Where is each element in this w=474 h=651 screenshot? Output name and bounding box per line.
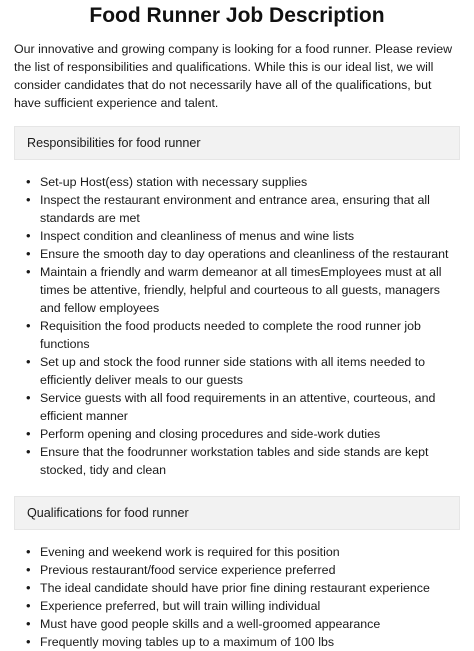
list-item (26, 317, 460, 353)
bullet-icon: • (26, 390, 31, 405)
list-item-text: Service guests with all food requirements in an attentive, courteous, and efficient manner (40, 391, 436, 423)
list-item-text: The ideal candidate should have prior fine dining restaurant experience (40, 581, 430, 595)
list-item (26, 579, 460, 597)
list-item-text: Ensure that the foodrunner workstation tables and side stands are kept stocked, tidy and clean (40, 445, 429, 477)
list-item (26, 597, 460, 615)
bullet-icon: • (26, 354, 31, 369)
list-item (26, 227, 460, 245)
list-item (26, 633, 460, 651)
list-item-text: Set-up Host(ess) station with necessary supplies (40, 175, 308, 189)
bullet-icon: • (26, 318, 31, 333)
list-item (26, 191, 460, 227)
intro-paragraph: Our innovative and growing company is looking for a food runner. Please review the list of responsibilities and qualifications. While this is our ideal list, we will consider candidates that do not necessarily have all of the qualifications, but have sufficient experience and talent. (14, 42, 453, 110)
bullet-icon: • (26, 580, 31, 595)
responsibilities-heading: Responsibilities for food runner (14, 126, 460, 160)
list-item-text: Perform opening and closing procedures and side-work duties (40, 427, 381, 441)
list-item (26, 443, 460, 479)
list-item-text: Maintain a friendly and warm demeanor at all timesEmployees must at all times be attentive, friendly, helpful and courteous to all guests, managers and fellow employees (40, 265, 442, 315)
list-item (26, 263, 460, 317)
list-item (26, 425, 460, 443)
list-item-text: Ensure the smooth day to day operations and cleanliness of the restaurant (40, 247, 449, 261)
list-item (26, 543, 460, 561)
list-item-text: Experience preferred, but will train willing individual (40, 599, 321, 613)
bullet-icon: • (26, 544, 31, 559)
list-item (26, 173, 460, 191)
list-item (26, 561, 460, 579)
bullet-icon: • (26, 264, 31, 279)
bullet-icon: • (26, 192, 31, 207)
qualifications-list (14, 543, 460, 651)
list-item-text: Must have good people skills and a well-groomed appearance (40, 617, 381, 631)
bullet-icon: • (26, 426, 31, 441)
list-item-text: Previous restaurant/food service experience preferred (40, 563, 336, 577)
list-item-text: Frequently moving tables up to a maximum of 100 lbs (40, 635, 335, 649)
responsibilities-list (14, 173, 460, 479)
list-item-text: Evening and weekend work is required for this position (40, 545, 340, 559)
list-item (26, 353, 460, 389)
qualifications-heading: Qualifications for food runner (14, 496, 460, 530)
list-item-text: Requisition the food products needed to complete the rood runner job functions (40, 319, 421, 351)
bullet-icon: • (26, 228, 31, 243)
list-item-text: Inspect condition and cleanliness of menus and wine lists (40, 229, 355, 243)
bullet-icon: • (26, 634, 31, 649)
bullet-icon: • (26, 444, 31, 459)
bullet-icon: • (26, 562, 31, 577)
bullet-icon: • (26, 616, 31, 631)
bullet-icon: • (26, 246, 31, 261)
list-item (26, 389, 460, 425)
bullet-icon: • (26, 174, 31, 189)
bullet-icon: • (26, 598, 31, 613)
list-item (26, 245, 460, 263)
page-title: Food Runner Job Description (89, 4, 385, 27)
list-item-text: Inspect the restaurant environment and entrance area, ensuring that all standards are met (40, 193, 430, 225)
list-item (26, 615, 460, 633)
list-item-text: Set up and stock the food runner side stations with all items needed to efficiently deliver meals to our guests (40, 355, 426, 387)
